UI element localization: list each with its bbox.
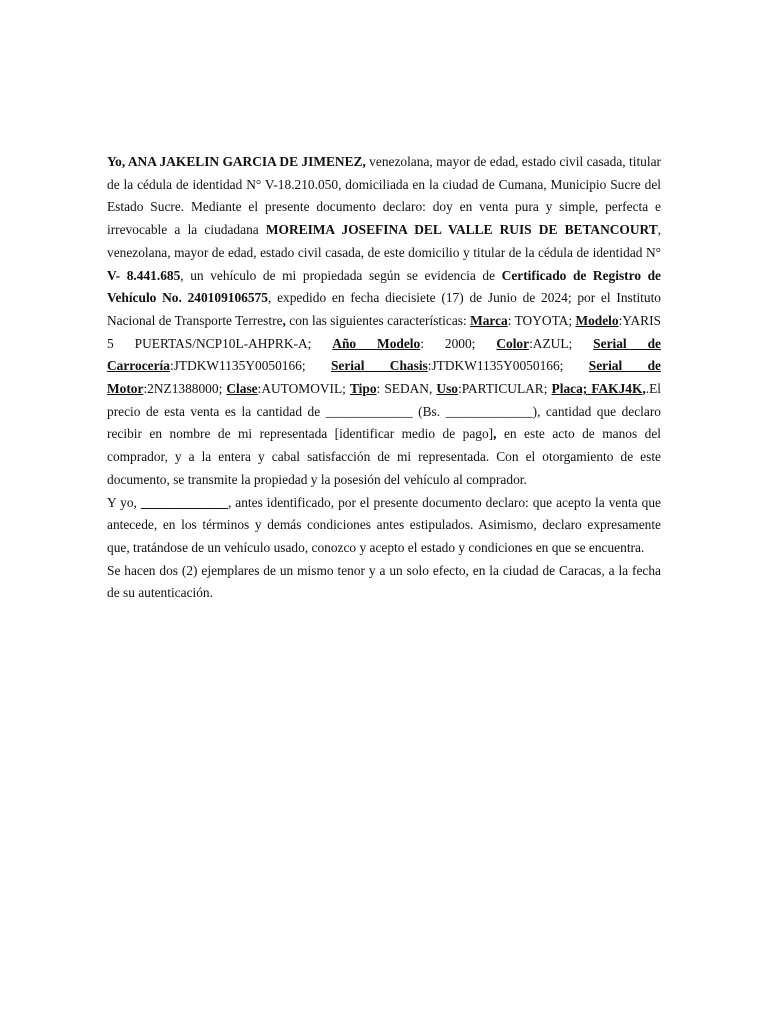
text-run: Y yo,: [107, 494, 141, 510]
seller-name: Yo, ANA JAKELIN GARCIA DE JIMENEZ,: [107, 154, 366, 169]
label-tipo: Tipo: [349, 381, 377, 397]
document-page: [107, 151, 661, 605]
text-run: .El precio de esta venta es la cantidad de _____________ (Bs. _____________), cantidad que declaro recibir en nombre de mi representada [identificar medio de pago]: [107, 381, 662, 442]
value-ano-modelo: : 2000;: [420, 335, 497, 351]
text-run: venezolana, mayor de edad, estado civil casada, titular de la cédula de identidad N° V-18.210.050, domiciliada en la ciudad de Cumana, Municipio Sucre del Estado Sucre. Mediante el presente documento declaro: doy en venta pura y simple, perfecta e irrevocable a la ciudadana: [107, 154, 661, 238]
closing-paragraph: [107, 560, 661, 605]
label-serial-motor: Serial de Motor: [107, 358, 661, 397]
value-serial-chasis: :JTDKW1135Y0050166;: [427, 358, 589, 374]
value-serial-motor: :2NZ1388000;: [143, 381, 227, 397]
text-run: , venezolana, mayor de edad, estado civil casada, de este domicilio y titular de la cédula de identidad N°: [107, 222, 662, 260]
acceptance-paragraph: [107, 492, 661, 560]
buyer-name: MOREIMA JOSEFINA DEL VALLE RUIS DE BETANCOURT: [265, 222, 658, 238]
buyer-id-number: V- 8.441.685: [107, 267, 181, 283]
value-color: :AZUL;: [529, 335, 594, 351]
label-uso: Uso: [436, 381, 458, 397]
value-clase: :AUTOMOVIL;: [257, 381, 350, 397]
label-placa: Placa; FAKJ4K: [551, 381, 643, 397]
label-serial-chasis: Serial Chasis: [330, 358, 428, 374]
buyer-name-blank: _____________: [140, 494, 228, 510]
text-run: en este acto de manos del comprador, y a la entera y cabal satisfacción de mi representada. Con el otorgamiento de este documento, se transmite la propiedad y la posesión del vehículo al comprador.: [107, 426, 661, 487]
value-marca: : TOYOTA;: [507, 312, 576, 328]
bold-comma: ,: [642, 381, 646, 397]
registration-certificate: Certificado de Registro de Vehículo No. 240109106575: [107, 267, 662, 306]
label-clase: Clase: [226, 381, 258, 397]
value-uso: :PARTICULAR;: [457, 381, 552, 397]
text-run: Se hacen dos (2) ejemplares de un mismo tenor y a un solo efecto, en la ciudad de Caracas, a la fecha de su autenticación.: [107, 562, 661, 601]
value-tipo: : SEDAN,: [376, 381, 437, 397]
label-ano-modelo: Año Modelo: [332, 335, 421, 351]
text-run: , un vehículo de mi propiedada según se evidencia de: [180, 267, 502, 283]
bold-comma: ,: [493, 426, 497, 442]
value-modelo: :YARIS 5 PUERTAS/NCP10L-AHPRK-A;: [107, 312, 661, 351]
text-run: , expedido en fecha diecisiete (17) de Junio de 2024; por el Instituto Nacional de Transporte Terrestre: [107, 290, 661, 328]
value-serial-carroceria: :JTDKW1135Y0050166;: [169, 358, 331, 374]
bold-comma: ,: [282, 312, 286, 328]
label-serial-carroceria: Serial de Carrocería: [107, 335, 661, 374]
label-modelo: Modelo: [575, 312, 619, 328]
text-run: con las siguientes características:: [285, 312, 471, 328]
text-run: , antes identificado, por el presente documento declaro: que acepto la venta que antecede, en los términos y demás condiciones antes estipulados. Asimismo, declaro expresamente que, tratándose de un vehículo usado, conozco y acepto el estado y condiciones en que se encuentra.: [107, 494, 661, 555]
label-marca: Marca: [470, 312, 508, 328]
sale-declaration-paragraph: [107, 151, 661, 492]
label-color: Color: [496, 335, 530, 351]
